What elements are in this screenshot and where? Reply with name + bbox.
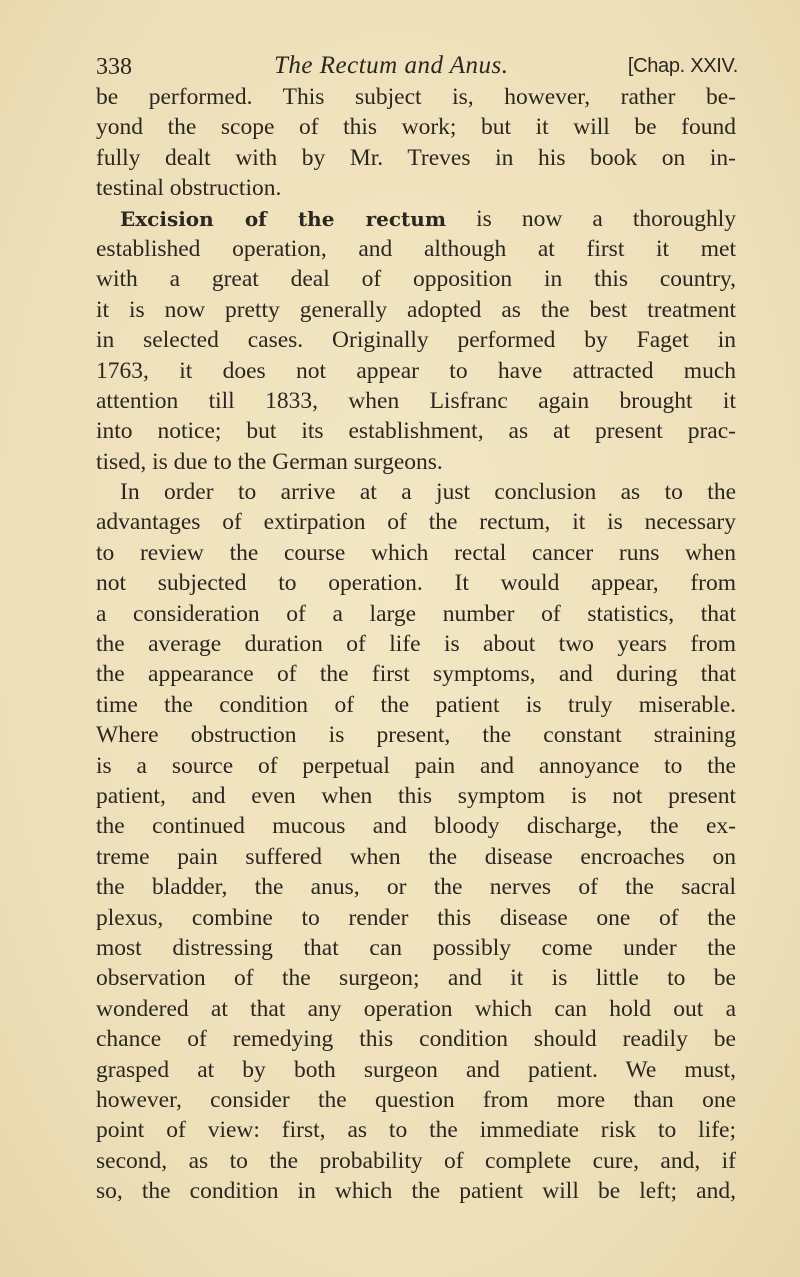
line-text: the continued mucous and bloody discharge, the ex-: [96, 813, 736, 840]
text-line: [96, 1176, 736, 1206]
bold-run-in-heading: Excision of the rectum: [120, 206, 446, 231]
text-line: [96, 82, 736, 112]
line-text: the average duration of life is about two years from: [96, 631, 736, 658]
text-line: [96, 356, 736, 386]
line-text: however, consider the question from more than one: [96, 1086, 736, 1113]
text-line: [96, 872, 736, 902]
text-line: [96, 994, 736, 1024]
text-line: [96, 295, 736, 325]
line-text: patient, and even when this symptom is not present: [96, 782, 736, 809]
line-text: the appearance of the first symptoms, and during that: [96, 661, 736, 688]
line-text: not subjected to operation. It would appear, from: [96, 570, 736, 597]
text-line: [96, 1024, 736, 1054]
line-text: Where obstruction is present, the constant straining: [96, 722, 736, 749]
text-line: [96, 751, 736, 781]
text-line: [96, 538, 736, 568]
text-line: [96, 1115, 736, 1145]
text-line: [96, 416, 736, 446]
text-line: [96, 568, 736, 598]
line-text: grasped at by both surgeon and patient. We must,: [96, 1056, 736, 1083]
line-text: attention till 1833, when Lisfranc again brought it: [96, 387, 736, 414]
chapter-label: [Chap. XXIV.: [627, 55, 738, 77]
line-text: plexus, combine to render this disease one of the: [96, 904, 736, 931]
line-text: wondered at that any operation which can hold out a: [96, 995, 736, 1022]
running-header: [96, 52, 738, 84]
text-line: [96, 629, 736, 659]
line-text: time the condition of the patient is truly miserable.: [96, 691, 736, 718]
line-text: treme pain suffered when the disease encroaches on: [96, 843, 736, 870]
line-text: the bladder, the anus, or the nerves of the sacral: [96, 874, 736, 901]
text-line: [96, 1085, 736, 1115]
text-line: [96, 933, 736, 963]
line-text: it is now pretty generally adopted as the best treatment: [96, 296, 736, 323]
line-text: with a great deal of opposition in this country,: [96, 266, 736, 293]
line-text: be performed. This subject is, however, rather be-: [96, 84, 736, 110]
text-line: [96, 599, 736, 629]
text-line: [96, 963, 736, 993]
line-text: to review the course which rectal cancer runs when: [96, 539, 736, 566]
line-text: In order to arrive at a just conclusion as to the: [120, 479, 736, 506]
text-line: [96, 1146, 736, 1176]
text-line: [96, 112, 736, 142]
text-line: [96, 325, 736, 355]
text-line: [96, 842, 736, 872]
line-text: fully dealt with by Mr. Treves in his book on in-: [96, 144, 736, 171]
line-text: established operation, and although at first it met: [96, 235, 736, 262]
line-text: into notice; but its establishment, as at present prac-: [96, 418, 736, 445]
text-line: [96, 903, 736, 933]
line-text: 1763, it does not appear to have attracted much: [96, 357, 736, 384]
line-text: in selected cases. Originally performed by Faget in: [96, 327, 736, 354]
line-text: a consideration of a large number of statistics, that: [96, 600, 736, 627]
line-text: testinal obstruction.: [96, 175, 282, 202]
text-line: [96, 386, 736, 416]
line-text: is a source of perpetual pain and annoyance to the: [96, 752, 736, 779]
text-line: [96, 811, 736, 841]
line-text: advantages of extirpation of the rectum, it is necessary: [96, 509, 736, 536]
text-line: [96, 1055, 736, 1085]
line-text: is now a thoroughly: [446, 205, 736, 232]
line-text: second, as to the probability of complete cure, and, if: [96, 1147, 736, 1174]
text-line: [96, 143, 736, 173]
text-line: [96, 447, 736, 477]
line-text: yond the scope of this work; but it will be found: [96, 114, 736, 141]
line-text: point of view: first, as to the immediate risk to life;: [96, 1117, 736, 1144]
line-text: so, the condition in which the patient will be left; and,: [96, 1178, 736, 1205]
text-line: [96, 720, 736, 750]
line-text: observation of the surgeon; and it is little to be: [96, 965, 736, 992]
text-line: [96, 264, 736, 294]
text-line: [96, 690, 736, 720]
running-title: The Rectum and Anus.: [274, 52, 509, 79]
text-line: [96, 477, 736, 507]
text-line: [96, 173, 736, 203]
page-number: 338: [96, 54, 132, 80]
text-line: [96, 204, 736, 234]
line-text: tised, is due to the German surgeons.: [96, 448, 443, 475]
text-line: [96, 781, 736, 811]
text-line: [96, 507, 736, 537]
line-text: most distressing that can possibly come under the: [96, 934, 736, 961]
body-text: [96, 82, 736, 1206]
line-text: chance of remedying this condition should readily be: [96, 1026, 736, 1053]
text-line: [96, 234, 736, 264]
text-line: [96, 659, 736, 689]
